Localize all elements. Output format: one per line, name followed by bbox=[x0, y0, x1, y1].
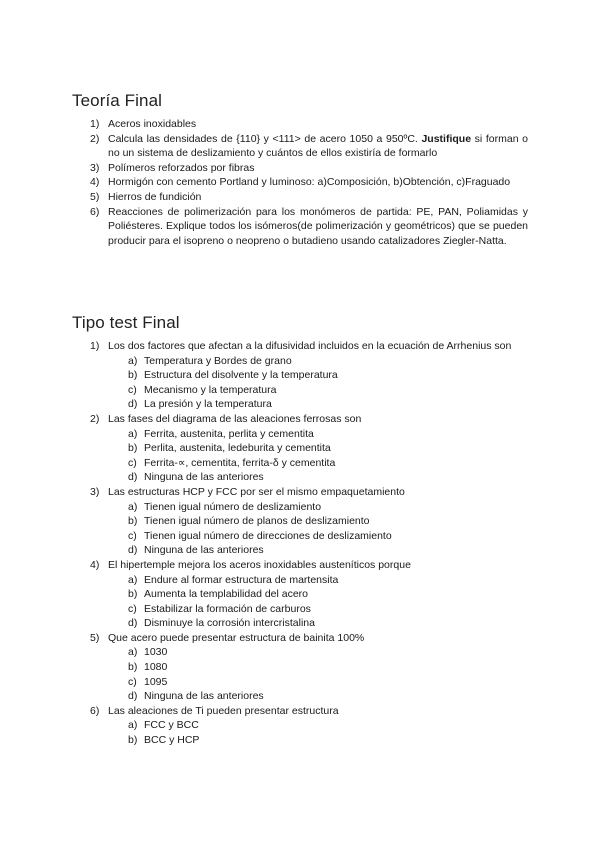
test-question bbox=[90, 339, 528, 412]
test-question bbox=[90, 631, 528, 704]
option-text: Ferrita-∝, cementita, ferrita-δ y cementita bbox=[144, 456, 336, 469]
answer-option bbox=[128, 718, 528, 733]
question-text: Los dos factores que afectan a la difusividad incluidos en la ecuación de Arrhenius son bbox=[108, 340, 512, 352]
option-text: Tienen igual número de planos de deslizamiento bbox=[144, 515, 370, 528]
option-letter: c) bbox=[128, 602, 137, 615]
option-text: Tienen igual número de direcciones de deslizamiento bbox=[144, 529, 392, 542]
option-letter: a) bbox=[128, 719, 138, 732]
answer-options bbox=[108, 354, 528, 412]
answer-option bbox=[128, 368, 528, 383]
question-number: 2) bbox=[90, 412, 100, 425]
answer-option bbox=[128, 675, 528, 690]
option-letter: d) bbox=[128, 617, 138, 630]
answer-option bbox=[128, 645, 528, 660]
answer-option bbox=[128, 383, 528, 398]
question-text: El hipertemple mejora los aceros inoxidables austeníticos porque bbox=[108, 558, 411, 571]
theory-item-number: 3) bbox=[90, 161, 100, 174]
theory-item bbox=[90, 117, 528, 132]
answer-option bbox=[128, 587, 528, 602]
option-text: 1080 bbox=[144, 661, 168, 674]
answer-option bbox=[128, 354, 528, 369]
theory-item-text: Hierros de fundición bbox=[108, 190, 202, 203]
answer-option bbox=[128, 456, 528, 471]
option-text: Mecanismo y la temperatura bbox=[144, 383, 277, 396]
theory-section-title: Teoría Final bbox=[72, 91, 163, 110]
theory-item bbox=[90, 132, 528, 161]
question-text: Las fases del diagrama de las aleaciones ferrosas son bbox=[108, 412, 362, 425]
answer-option bbox=[128, 470, 528, 485]
option-text: FCC y BCC bbox=[144, 719, 199, 732]
question-number: 3) bbox=[90, 485, 100, 498]
theory-item-number: 5) bbox=[90, 190, 100, 203]
option-text: 1030 bbox=[144, 646, 168, 659]
test-question bbox=[90, 704, 528, 748]
test-question bbox=[90, 412, 528, 485]
option-letter: b) bbox=[128, 442, 138, 455]
answer-option bbox=[128, 514, 528, 529]
option-text: BCC y HCP bbox=[144, 734, 200, 747]
test-question bbox=[90, 558, 528, 631]
option-text: Estructura del disolvente y la temperatura bbox=[144, 369, 338, 382]
option-letter: c) bbox=[128, 675, 137, 688]
test-question-list bbox=[90, 339, 528, 748]
option-letter: b) bbox=[128, 369, 138, 382]
answer-option bbox=[128, 441, 528, 456]
answer-option bbox=[128, 397, 528, 412]
option-text: Ninguna de las anteriores bbox=[144, 690, 264, 703]
option-letter: a) bbox=[128, 427, 138, 440]
test-question bbox=[90, 485, 528, 558]
option-text: Disminuye la corrosión intercristalina bbox=[144, 617, 315, 630]
answer-options bbox=[108, 573, 528, 631]
question-number: 4) bbox=[90, 558, 100, 571]
option-text: Ninguna de las anteriores bbox=[144, 471, 264, 484]
option-letter: b) bbox=[128, 588, 138, 601]
answer-options bbox=[108, 645, 528, 703]
theory-item-text: Aceros inoxidables bbox=[108, 118, 197, 130]
option-text: Perlita, austenita, ledeburita y cementita bbox=[144, 442, 331, 455]
option-letter: b) bbox=[128, 661, 138, 674]
theory-item bbox=[90, 205, 528, 249]
question-text: Las estructuras HCP y FCC por ser el mismo empaquetamiento bbox=[108, 485, 405, 498]
theory-item-number: 6) bbox=[90, 205, 100, 218]
answer-option bbox=[128, 733, 528, 748]
option-text: Ferrita, austenita, perlita y cementita bbox=[144, 427, 314, 440]
question-number: 6) bbox=[90, 704, 100, 717]
option-text: Aumenta la templabilidad del acero bbox=[144, 588, 309, 601]
answer-option bbox=[128, 689, 528, 704]
question-text: Que acero puede presentar estructura de bainita 100% bbox=[108, 631, 365, 644]
theory-item-text: Calcula las densidades de {110} y <111> de acero 1050 a 950ºC. bbox=[108, 132, 422, 145]
option-letter: a) bbox=[128, 573, 138, 586]
answer-option bbox=[128, 602, 528, 617]
theory-list bbox=[90, 117, 528, 248]
answer-option bbox=[128, 500, 528, 515]
answer-option bbox=[128, 427, 528, 442]
theory-item-number: 1) bbox=[90, 118, 100, 130]
option-letter: d) bbox=[128, 398, 138, 411]
theory-item bbox=[90, 175, 528, 190]
theory-item-bold-text: Justifique bbox=[421, 132, 472, 145]
answer-options bbox=[108, 427, 528, 485]
theory-item-text: Reacciones de polimerización para los monómeros de partida: PE, PAN, Poliamidas y Poliésteres. Explique todos los isómeros(de polimerización y geométricos) que se pueden producir para el isopreno o neopreno o butadieno usando catalizadores Ziegler-Natta. bbox=[108, 205, 528, 247]
option-letter: d) bbox=[128, 544, 138, 557]
answer-option bbox=[128, 616, 528, 631]
answer-option bbox=[128, 543, 528, 558]
question-number: 5) bbox=[90, 631, 100, 644]
theory-item-number: 4) bbox=[90, 176, 100, 189]
answer-option bbox=[128, 573, 528, 588]
option-text: La presión y la temperatura bbox=[144, 398, 272, 411]
option-letter: b) bbox=[128, 734, 138, 747]
option-letter: a) bbox=[128, 646, 138, 659]
option-text: Tienen igual número de deslizamiento bbox=[144, 500, 322, 513]
option-letter: a) bbox=[128, 354, 138, 367]
option-letter: c) bbox=[128, 529, 137, 542]
option-text: 1095 bbox=[144, 675, 168, 688]
theory-item bbox=[90, 190, 528, 205]
question-number: 1) bbox=[90, 340, 100, 352]
theory-item-text: Hormigón con cemento Portland y luminoso: a)Composición, b)Obtención, c)Fraguado bbox=[108, 176, 511, 189]
option-letter: c) bbox=[128, 456, 137, 469]
answer-options bbox=[108, 500, 528, 558]
option-letter: a) bbox=[128, 500, 138, 513]
theory-item-text: Polímeros reforzados por fibras bbox=[108, 161, 255, 174]
test-section-title: Tipo test Final bbox=[72, 313, 180, 332]
answer-option bbox=[128, 660, 528, 675]
option-letter: c) bbox=[128, 383, 137, 396]
option-text: Estabilizar la formación de carburos bbox=[144, 602, 311, 615]
option-letter: d) bbox=[128, 471, 138, 484]
option-letter: d) bbox=[128, 690, 138, 703]
theory-item-text-continued: si forman o no un sistema de deslizamiento y cuántos de ellos existiría de formarlo bbox=[108, 132, 528, 160]
option-text: Endure al formar estructura de martensita bbox=[144, 573, 339, 586]
option-text: Ninguna de las anteriores bbox=[144, 544, 264, 557]
question-text: Las aleaciones de Ti pueden presentar estructura bbox=[108, 704, 339, 717]
answer-options bbox=[108, 718, 528, 747]
option-letter: b) bbox=[128, 515, 138, 528]
theory-item-number: 2) bbox=[90, 132, 100, 145]
option-text: Temperatura y Bordes de grano bbox=[144, 354, 292, 367]
theory-item bbox=[90, 161, 528, 176]
answer-option bbox=[128, 529, 528, 544]
